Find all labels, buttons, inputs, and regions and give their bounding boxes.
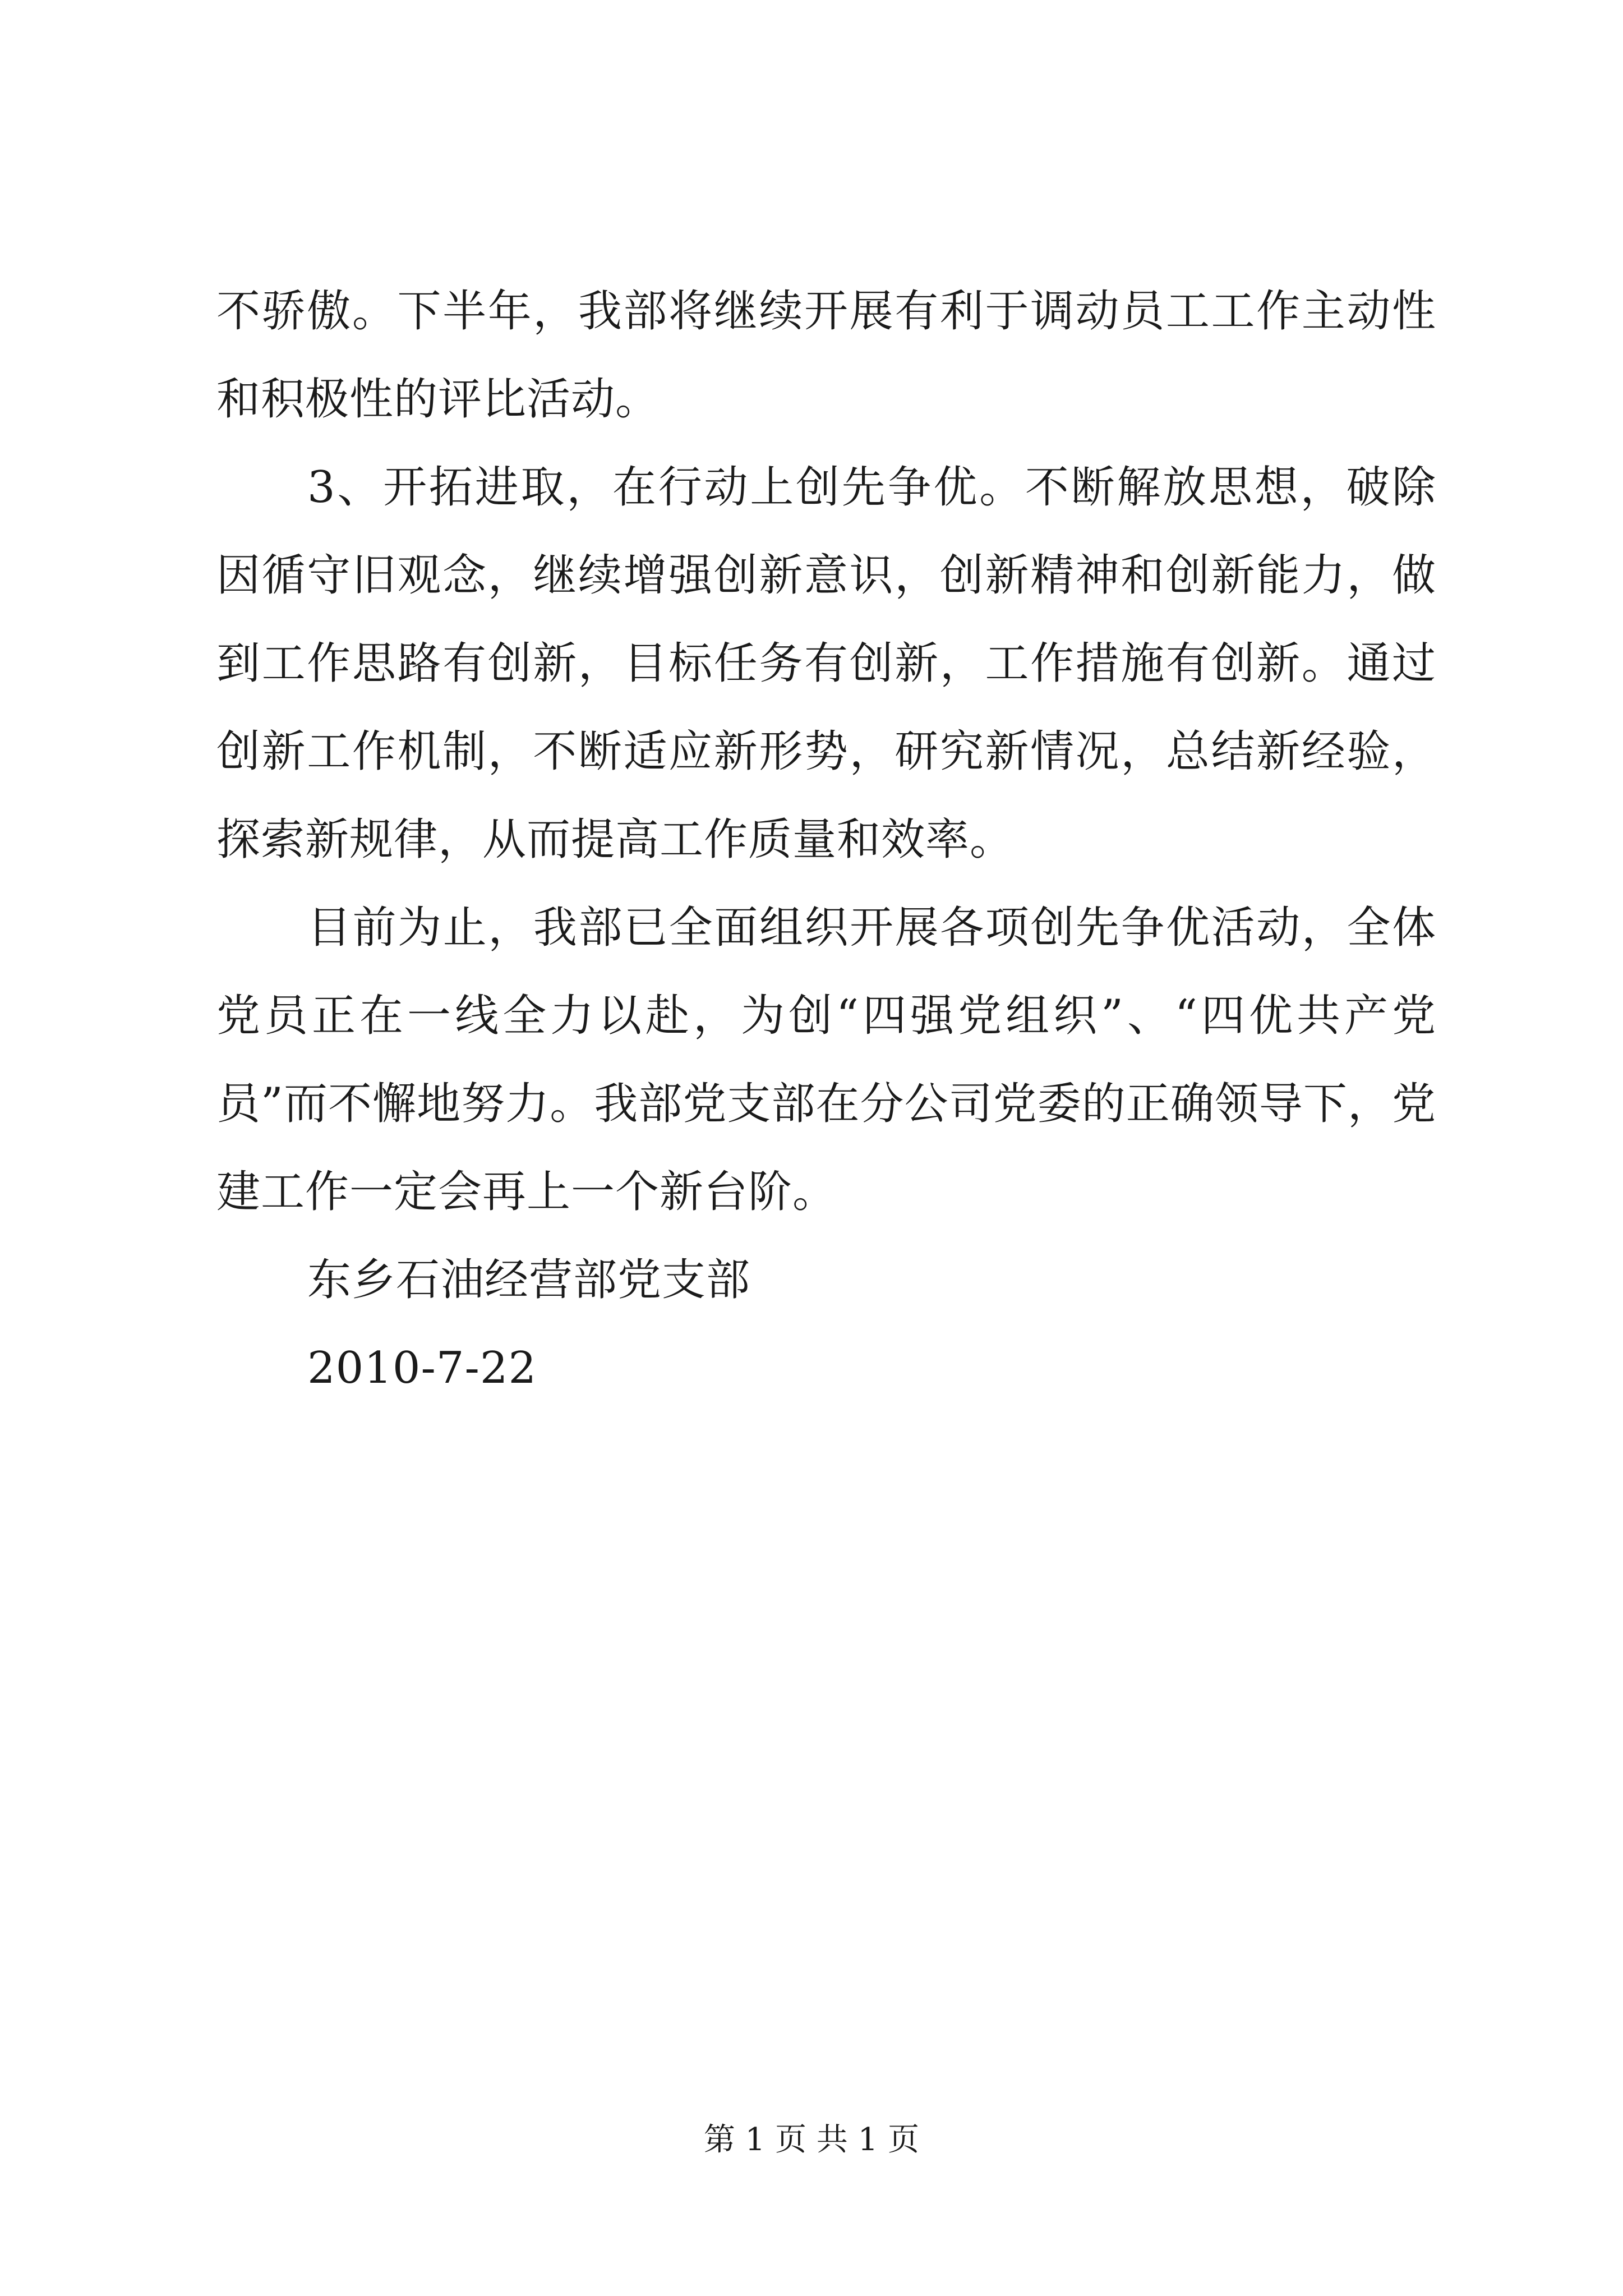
- paragraph-continuation: 不骄傲。下半年，我部将继续开展有利于调动员工工作主动性和积极性的评比活动。: [216, 286, 1436, 425]
- paragraph-innovation: 3、开拓进取，在行动上创先争优。不断解放思想，破除因循守旧观念，继续增强创新意识，创新精神和创新能力，做到工作思路有创新，目标任务有创新，工作措施有创新。通过创新工作机制，不断适应新形势，研究新情况，总结新经验，探索新规律，从而提高工作质量和效率。: [216, 462, 1436, 865]
- page-footer: 第 1 页 共 1 页: [703, 2122, 920, 2158]
- document-body: [216, 268, 1436, 1412]
- paragraph-summary: 目前为止，我部已全面组织开展各项创先争优活动，全体党员正在一线全力以赴，为创“四强党组织”、“四优共产党员”而不懈地努力。我部党支部在分公司党委的正确领导下，党建工作一定会再上一个新台阶。: [216, 903, 1436, 1217]
- signature-organization: 东乡石油经营部党支部: [307, 1255, 751, 1305]
- signature-date: 2010-7-22: [307, 1343, 537, 1393]
